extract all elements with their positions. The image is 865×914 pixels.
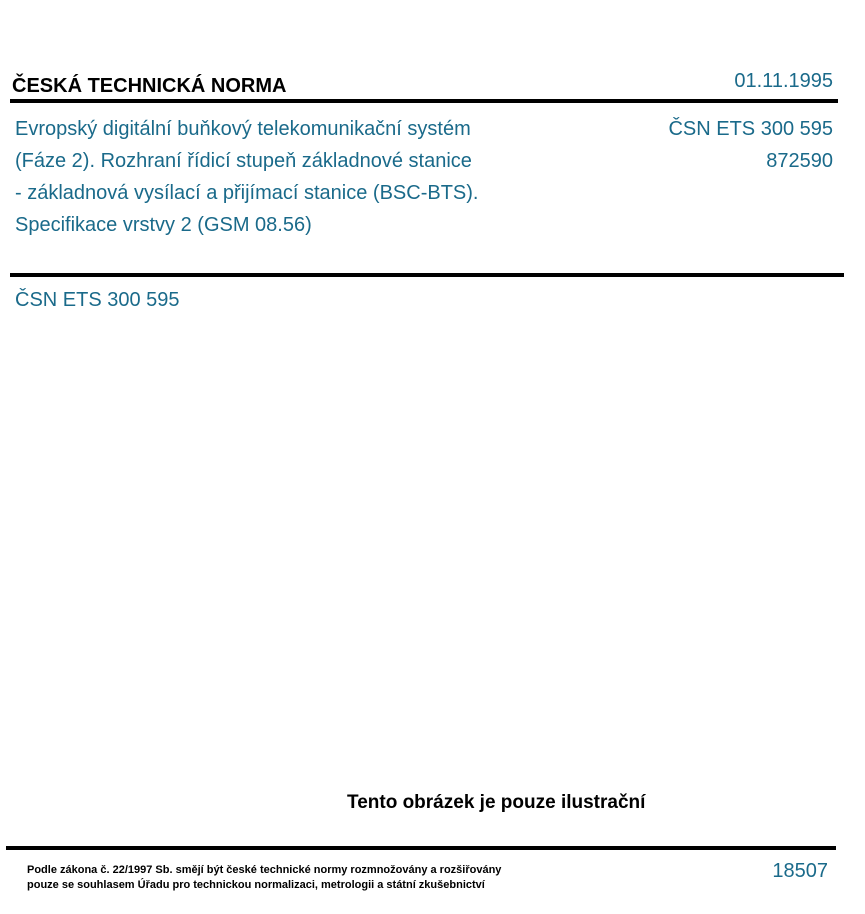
legal-line: Podle zákona č. 22/1997 Sb. smějí být české technické normy rozmnožovány a rozšiřovány [27,864,502,876]
legal-notice [27,863,501,893]
standard-codes [668,113,833,177]
legal-line: pouze se souhlasem Úřadu pro technickou normalizaci, metrologii a státní zkušebnictví [27,879,485,891]
sub-standard-code: ČSN ETS 300 595 [15,289,180,311]
issue-date: 01.11.1995 [734,70,833,92]
standard-code: ČSN ETS 300 595 [668,118,833,140]
description-line: (Fáze 2). Rozhraní řídicí stupeň základnové stanice [15,150,472,172]
description-line: Evropský digitální buňkový telekomunikační systém [15,118,471,140]
footer-divider [6,846,836,850]
document-number: 18507 [772,860,828,882]
header-divider [10,99,838,103]
classification-code: 872590 [766,150,833,172]
description-line: Specifikace vrstvy 2 (GSM 08.56) [15,214,312,236]
standard-description [15,113,478,241]
illustration-note: Tento obrázek je pouze ilustrační [347,792,646,813]
page-title: ČESKÁ TECHNICKÁ NORMA [12,75,287,97]
section-divider [10,273,844,277]
description-line: - základnová vysílací a přijímací stanice (BSC-BTS). [15,182,479,204]
